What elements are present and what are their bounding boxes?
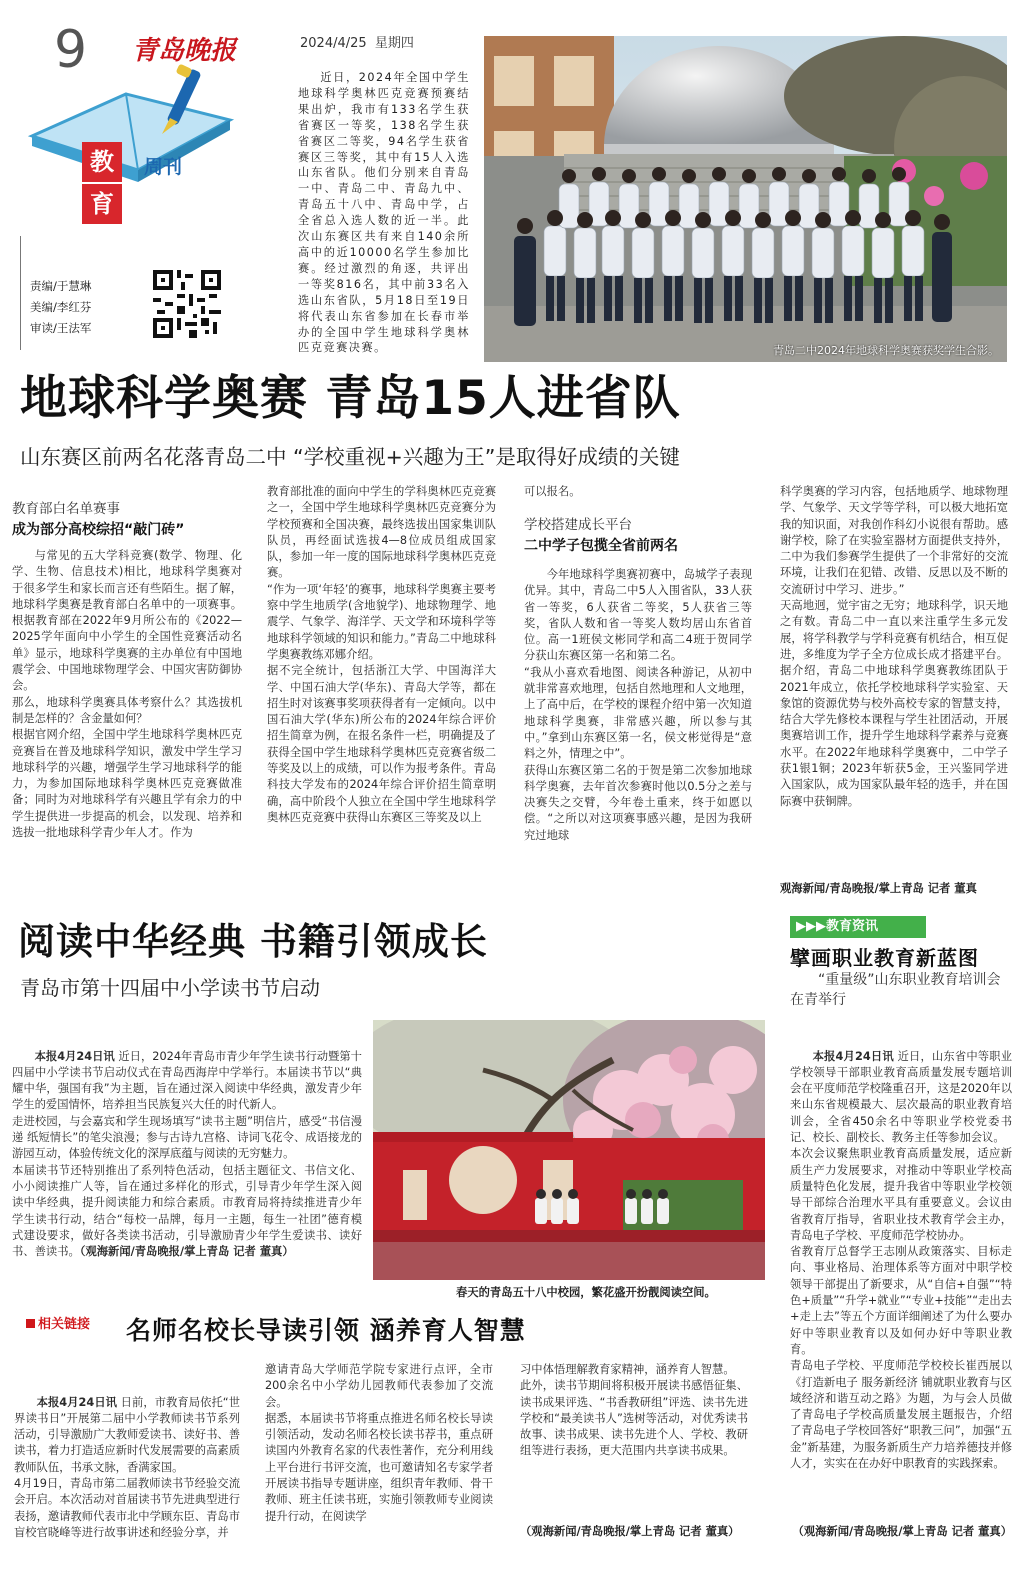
article1-col1: 与常见的五大学科竞赛(数学、物理、化学、生物、信息技术)相比，地球科学奥赛对于很多学生和家长而言还有些陌生。据了解，地球科学奥赛是教育部白名单中的一项赛事。根据教育部在2022年9月所公布的《2022—2025学年面向中小学生的全国性竞赛活动名单》显示，地球科学奥赛的主办单位有中国地震学会、中国地球物理学会、中国灾害防御协会。 那么，地球科学奥赛具体考察什么？其选拔机制是怎样的？含金量如何？ 根据官网介绍，全国中学生地球科学奥林匹克竞赛旨在普及地球科学知识，激发中学生学习地球科学的兴趣，增强学生学习地球科学的能力，为参加国际地球科学奥林匹克竞赛做准备；同时为对地球科学有兴趣且学有余力的中学生提供进一步提高的机会，以发现、培养和选拔一批地球科学青少年人才。作为 xyxy=(12,549,242,840)
article3-title: 名师名校长导读引领 涵养育人智慧 xyxy=(126,1316,526,1345)
article2-dateline: 本报4月24日讯 xyxy=(34,1049,115,1063)
article4-title: 擘画职业教育新蓝图 xyxy=(790,946,979,970)
group-photo-illustration xyxy=(484,36,1007,362)
campus-photo-caption: 春天的青岛五十八中校园，繁花盛开扮靓阅读空间。 xyxy=(456,1286,716,1299)
article2-title: 阅读中华经典 书籍引领成长 xyxy=(18,920,488,963)
credits xyxy=(30,276,91,339)
issue-date xyxy=(300,32,414,51)
article2-byline: （观海新闻/青岛晚报/掌上青岛 记者 董真） xyxy=(79,1245,294,1259)
related-tag xyxy=(26,1313,90,1332)
red-square-icon xyxy=(26,1319,35,1328)
section-char-yu: 育 xyxy=(82,184,122,224)
article4-body xyxy=(790,1016,1012,1516)
article4-dateline: 本报4月24日讯 xyxy=(812,1049,894,1063)
related-tag-text: 相关链接 xyxy=(38,1317,91,1332)
lead-intro: 近日，2024年全国中学生地球科学奥林匹克竞赛预赛结果出炉，我市有133名学生获省赛区一等奖，138名学生获省赛区二等奖，94名学生获省赛区三等奖，其中有15人入选山东省队。他们分别来自青岛一中、青岛二中、青岛九中、青岛五十八中、青岛中学，占全省总入选人数的近一半。此次山东赛区共有来自140余所高中的近10000名学生参加比赛。经过激烈的角逐，共评出一等奖816名，其中前33名入选山东省队，5月18日至19日将代表山东省参加在长春市举办的全国中学生地球科学奥林匹克竞赛决赛。 xyxy=(298,71,470,355)
campus-photo xyxy=(373,1020,765,1280)
article1-col3-lead: 可以报名。 xyxy=(524,485,581,498)
article1-col2: 教育部批准的面向中学生的学科奥林匹克竞赛之一，全国中学生地球科学奥林匹克竞赛分为学校预赛和全国决赛，最终选拔出国家集训队队员，再经面试选拔4—8位成员组成国家队，参加一年一度的国际地球科学奥林匹克竞赛。 “作为一项‘年轻’的赛事，地球科学奥赛主要考察中学生地质学(含地貌学)、地球物理学、地震学、气象学、海洋学、天文学和环境科学等地球科学领域的知识和能力。”青岛二中地球科学奥赛教练邓娜介绍。 据不完全统计，包括浙江大学、中国海洋大学、中国石油大学(华东)、青岛大学等，都在招生时对该赛事奖项获得者有一定倾向。以中国石油大学(华东)所公布的2024年综合评价招生简章为例，在报名条件一栏，明确提及了获得全国中学生地球科学奥林匹克竞赛省级二等奖及以上的成绩，可以作为报考条件。青岛科技大学发布的2024年综合评价招生简章明确，高中阶段个人独立在全国中学生地球科学奥林匹克竞赛中获得山东赛区三等奖及以上 xyxy=(267,485,496,824)
qr-code-icon xyxy=(153,270,221,338)
article1-sub1-line2: 成为部分高校综招“敲门砖” xyxy=(12,522,185,538)
article1-sub2-line2: 二中学子包揽全省前两名 xyxy=(524,538,678,554)
article1-title: 地球科学奥赛 青岛15人进省队 xyxy=(20,371,681,426)
book-pen-icon xyxy=(28,60,258,260)
article1-subtitle: 山东赛区前两名花落青岛二中 “学校重视+兴趣为王”是取得好成绩的关键 xyxy=(20,445,680,469)
article3-byline: （观海新闻/青岛晚报/掌上青岛 记者 董真） xyxy=(520,1525,740,1538)
article1-sub1-line1: 教育部白名单赛事 xyxy=(12,501,120,517)
article3-col2: 邀请青岛大学师范学院专家进行点评，全市200余名中小学幼儿园教师代表参加了交流会。 据悉，本届读书节将重点推进名师名校长导读引领活动，发动名师名校长读书荐书，重点研读国内外教育名家的代表性著作，充分利用线上平台进行书评交流，也可邀请知名专家学者开展读书指导专题讲座，组织青年教师、骨干教师、班主任读书班，实施引领教师专业阅读提升行动，在阅读学 xyxy=(265,1363,493,1523)
article1-sub2-line1: 学校搭建成长平台 xyxy=(524,517,632,533)
section-logo xyxy=(28,60,258,260)
section-weekly: 周刊 xyxy=(144,156,183,178)
article4-subtitle: “重量级”山东职业教育培训会在青举行 xyxy=(790,972,1001,1008)
page-number: 9 xyxy=(54,20,88,80)
qr-code[interactable] xyxy=(153,270,221,338)
credit-editor: 责编/于慧琳 xyxy=(30,279,92,293)
credit-designer: 美编/李红芬 xyxy=(30,300,92,314)
article3-col1 xyxy=(14,1362,240,1560)
paper-name: 青岛晚报 xyxy=(132,36,237,66)
article3-col1-text: 日前，市教育局依托“世界读书日”开展第二届中小学教师读书节系列活动，引导激励广大教师爱读书、读好书、善读书，着力打造适应新时代发展需要的高素质教师队伍，书承文脉，香满家国。 4月19日，青岛市第二届教师读书节经验交流会开启。本次活动对首届读书节先进典型进行表扬，邀请教师代表市北中学顾东臣、青岛市盲校官晓峰等进行故事讲述和经验分享，并 xyxy=(14,1395,240,1539)
article4-text: 近日，山东省中等职业学校领导干部职业教育高质量发展专题培训会在平度师范学校隆重召开，这是2020年以来山东省规模最大、层次最高的职业教育培训会，全省450余名中等职业学校党委书记、校长、副校长、教务主任等参加会议。 本次会议聚焦职业教育高质量发展，适应新质生产力发展要求，对推动中等职业学校高质量特色化发展，提升我省中等职业学校领导干部综合治理水平具有重要意义。会议由省教育厅指导，省职业技术教育学会主办，青岛电子学校、平度师范学校协办。 省教育厅总督学王志刚从政策落实、目标走向、事业格局、治理体系等方面对中职学校领导干部提出了新要求，从“自信+自强”“特色+质量”“升学+就业”“专业+技能”“走出去+走上去”等五个方面详细阐述了为什么要办好中等职业教育以及如何办好中等职业教育。 青岛电子学校、平度师范学校校长崔西展以《打造新电子 服务新经济 铺就职业教育与区域经济和谐互动之路》为题，为与会人员做了青岛电子学校高质量发展主题报告，介绍了青岛电子学校回答好“职教三问”，加强“五金”新基建，为服务新质生产力培养德技并修人才，实实在在办好中职教育的实践探索。 xyxy=(790,1049,1012,1471)
weekday-text: 星期四 xyxy=(374,36,414,51)
article1-sub1 xyxy=(12,497,252,539)
article3-dateline: 本报4月24日讯 xyxy=(36,1395,118,1409)
article2-body xyxy=(12,1016,362,1276)
credit-proofreader: 审读/王法军 xyxy=(30,321,92,335)
article3-col3: 习中体悟理解教育家精神，涵养育人智慧。 此外，读书节期间将积极开展读书感悟征集、读书成果评选、“书香教研组”评选、读书先进学校和“最美读书人”选树等活动，对优秀读书故事、读书成果、读书先进个人、学校、教研组等进行表扬，更大范围内共享读书成果。 xyxy=(520,1363,748,1458)
top-photo-caption: 青岛二中2024年地球科学奥赛获奖学生合影。 xyxy=(773,344,999,357)
top-photo xyxy=(484,36,1007,362)
article1-sub2 xyxy=(524,513,752,555)
article1-byline: 观海新闻/青岛晚报/掌上青岛 记者 董真 xyxy=(780,882,977,895)
article1-col4: 科学奥赛的学习内容，包括地质学、地球物理学、气象学、天文学等学科，可以极大地拓宽我的知识面，对我创作科幻小说很有帮助。感谢学校，除了在实验室器材方面提供支持外，二中为我们参赛学生提供了一个非常好的交流环境，让我们在犯错、改错、反思以及不断的交流研讨中学习、进步。” 天高地迥，觉宇宙之无穷；地球科学，识天地之有数。青岛二中一直以来注重学生多元发展，将学科教学与学科竞赛有机结合，相互促进，多维度为学子全方位成长成才搭建平台。据介绍，青岛二中地球科学奥赛教练团队于2021年成立，依托学校地球科学实验室、天象馆的资源优势与校外高校专家的智慧支持，结合大学先修校本课程与学生社团活动，开展奥赛培训工作，提升学生地球科学素养与竞赛水平。在2022年地球科学奥赛中，二中学子获1银1铜；2023年斩获5金，王兴鉴同学进入国家队，成为国家队最年轻的选手，并在国际赛中获铜牌。 xyxy=(780,485,1008,808)
article2-text: 近日，2024年青岛市青少年学生读书行动暨第十四届中小学读书节启动仪式在青岛西海岸中学举行。本届读书节以“典耀中华，强国有我”为主题，旨在通过深入阅读中华经典，激发青少年学生的爱国情怀，培养担当民族复兴大任的时代新人。 走进校园，与会嘉宾和学生现场填写“读书主题”明信片，感受“书信漫递 纸短情长”的笔尖浪漫；参与古诗九宫格、诗词飞花令、成语接龙的游园互动，体验传统文化的深厚底蕴与阅读的无穷魅力。 本届读书节还特别推出了系列特色活动，包括主题征文、书信文化、小小阅读推广人等，旨在通过多样化的形式，引导青少年学生深入阅读中华经典，提升阅读能力和综合素质。市教育局将持续推进青少年学生读书行动，结合“每校一品牌，每月一主题，每生一社团”德育模式建设要求，做好各类读书活动，引导激励青少年学生爱读书、读好书、善读书。 xyxy=(12,1049,362,1259)
date-text: 2024/4/25 xyxy=(300,36,367,51)
article1-col3: 今年地球科学奥赛初赛中，岛城学子表现优异。其中，青岛二中5人入围省队，33人获省一等奖，6人获省二等奖，5人获省三等奖，省队人数和省一等奖人数均居山东省首位。高一1班侯文彬同学和高二4班于贺同学分获山东赛区第一名和第二名。 “我从小喜欢看地图、阅读各种游记，从初中就非常喜欢地理，包括自然地理和人文地理，上了高中后，在学校的课程介绍中第一次知道地球科学奥赛，非常感兴趣，所以参与其中。”拿到山东赛区第一名，侯文彬觉得是“意料之外，情理之中”。 获得山东赛区第二名的于贺是第二次参加地球科学奥赛，去年首次参赛时他以0.5分之差与决赛失之交臂，今年卷土重来，终于如愿以偿。“之所以对这项赛事感兴趣，是因为我研究过地球 xyxy=(524,568,752,842)
article4-byline: （观海新闻/青岛晚报/掌上青岛 记者 董真） xyxy=(792,1525,1012,1538)
news-section-label: ▶▶▶教育资讯 xyxy=(790,916,926,938)
campus-illustration xyxy=(373,1020,765,1280)
section-char-jiao: 教 xyxy=(82,142,122,182)
article2-subtitle: 青岛市第十四届中小学读书节启动 xyxy=(20,976,320,1000)
